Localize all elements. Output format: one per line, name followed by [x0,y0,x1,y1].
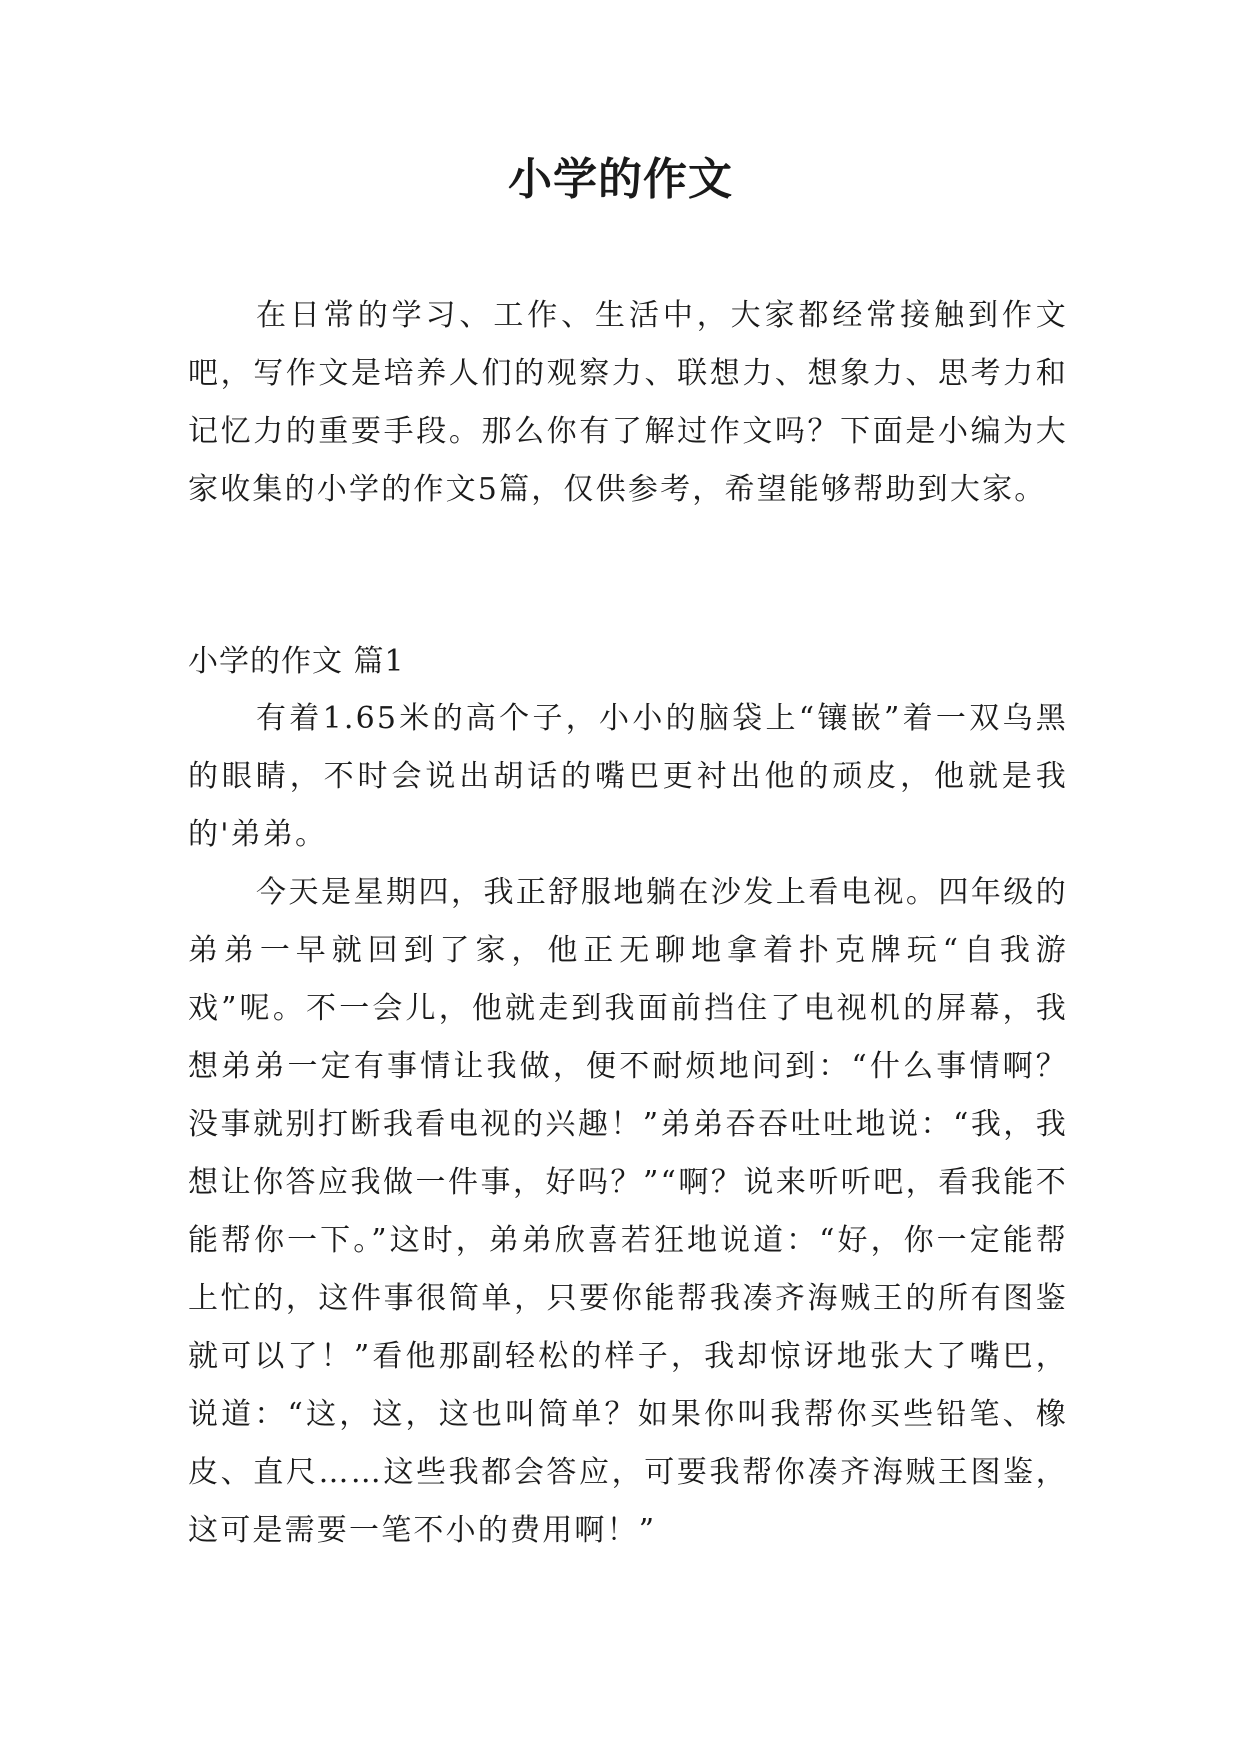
essay-paragraph-1: 有着1.65米的高个子，小小的脑袋上“镶嵌”着一双乌黑的眼睛，不时会说出胡话的嘴巴更衬出他的顽皮，他就是我的'弟弟。 [188,701,1068,852]
intro-block [188,287,1068,519]
intro-paragraph: 在日常的学习、工作、生活中，大家都经常接触到作文吧，写作文是培养人们的观察力、联想力、想象力、思考力和记忆力的重要手段。那么你有了解过作文吗？下面是小编为大家收集的小学的作文5篇，仅供参考，希望能够帮助到大家。 [188,298,1068,507]
section-heading: 小学的作文 篇1 [188,644,405,679]
document-title: 小学的作文 [508,154,733,205]
essay-block [188,690,1068,1560]
essay-paragraph-2: 今天是星期四，我正舒服地躺在沙发上看电视。四年级的弟弟一早就回到了家，他正无聊地拿着扑克牌玩“自我游戏”呢。不一会儿，他就走到我面前挡住了电视机的屏幕，我想弟弟一定有事情让我做，便不耐烦地问到：“什么事情啊？没事就别打断我看电视的兴趣！”弟弟吞吞吐吐地说：“我，我想让你答应我做一件事，好吗？”“啊？说来听听吧，看我能不能帮你一下。”这时，弟弟欣喜若狂地说道：“好，你一定能帮上忙的，这件事很简单，只要你能帮我凑齐海贼王的所有图鉴就可以了！”看他那副轻松的样子，我却惊讶地张大了嘴巴，说道：“这，这，这也叫简单？如果你叫我帮你买些铅笔、橡皮、直尺……这些我都会答应，可要我帮你凑齐海贼王图鉴，这可是需要一笔不小的费用啊！” [188,875,1068,1548]
